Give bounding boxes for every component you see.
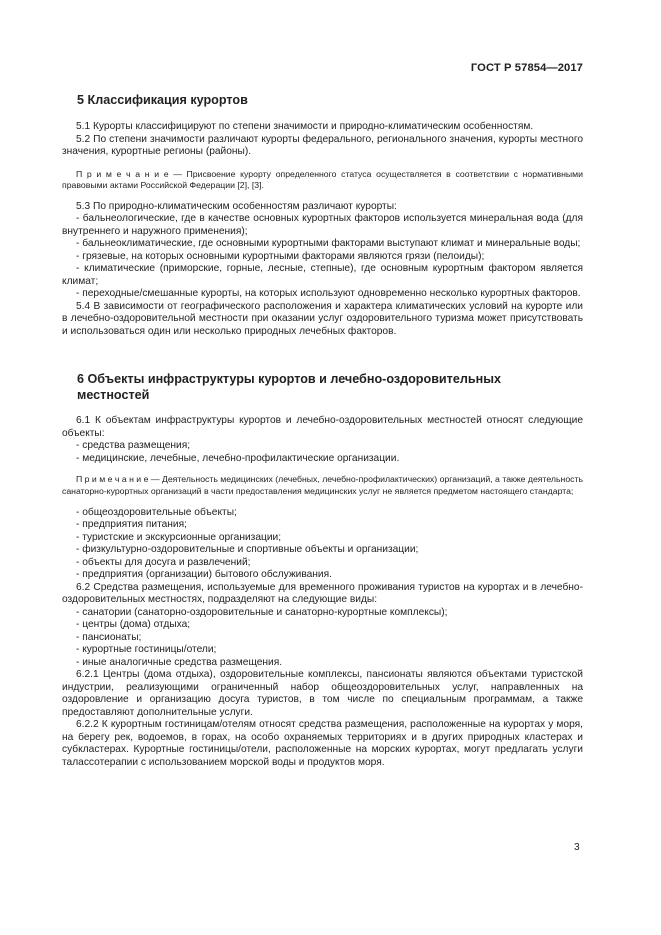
list-item: - общеоздоровительные объекты; [76,506,237,518]
list-item: - грязевые, на которых основными курортными факторами являются грязи (пелоиды); [76,250,485,262]
paragraph-5-4: 5.4 В зависимости от географического расположения и характера климатических условий на курорте или в лечебно-оздоровительной местности при оказании услуг оздоровительного туризма может присутствовать и использоваться один или несколько природных лечебных факторов. [62,300,583,337]
paragraph-6-2: 6.2 Средства размещения, используемые для временного проживания туристов на курортах и в лечебно-оздоровительных местностях, подразделяют на следующие виды: [62,581,583,606]
section-5-title: 5 Классификация курортов [77,93,248,107]
list-item: - переходные/смешанные курорты, на которых используют одновременно несколько курортных факторов. [76,288,581,300]
section-6-title-line1: 6 Объекты инфраструктуры курортов и лечебно-оздоровительных [77,372,501,387]
paragraph-5-1: 5.1 Курорты классифицируют по степени значимости и природно-климатическим особенностям. [76,121,534,132]
paragraph-5-3: 5.3 По природно-климатическим особенностям различают курорты: [76,200,397,212]
paragraph-6-2-2: 6.2.2 К курортным гостиницам/отелям относят средства размещения, расположенные на курортах у моря, на берегу рек, водоемов, в горах, на особо охраняемых территориях и в других природных кластерах и субкластерах. Курортные гостиницы/отели, расположенные на морских курортах, могут предлагать услуги талассотерапии с использованием морской воды и продуктов моря. [62,719,583,768]
list-item: - предприятия питания; [76,519,187,531]
standard-id-header: ГОСТ Р 57854—2017 [470,62,583,74]
paragraph-6-1: 6.1 К объектам инфраструктуры курортов и лечебно-оздоровительных местностей относят следующие объекты: [62,415,583,439]
list-item: - пансионаты; [76,631,142,643]
note-section-5 [62,169,583,191]
paragraph-5-2: 5.2 По степени значимости различают курорты федерального, регионального значения, курорты местного значения, курортные регионы (районы). [62,133,583,157]
note-text: — Деятельность медицинских (лечебных, лечебно-профилактических) организаций, а также деятельность санаторно-курортных организаций в части предоставления медицинских услуг не является предметом настоящего стандарта; [62,474,583,496]
list-objects [62,507,583,582]
paragraph-6-2-1: 6.2.1 Центры (дома отдыха), оздоровительные комплексы, пансионаты являются объектами туристской индустрии, реализующими ограниченный набор общеоздоровительных услуг, направленных на оздоровление и организацию досуга туристов, в том числе по специальным программам, а также предоставляют дополнительные услуги. [62,669,583,718]
list-item: - средства размещения; [76,440,191,452]
list-item: - климатические (приморские, горные, лесные, степные), где основным курортным фактором является климат; [62,263,583,287]
document-body [62,92,583,769]
list-item: - санатории (санаторно-оздоровительные и санаторно-курортные комплексы); [76,606,448,618]
list-item: - физкультурно-оздоровительные и спортивные объекты и организации; [76,544,419,556]
note-text: — Присвоение курорту определенного статуса осуществляется в соответствии с нормативными правовыми актами Российской Федерации [2], [3]. [62,168,583,190]
list-item: - курортные гостиницы/отели; [76,644,217,656]
list-item: - бальнеологические, где в качестве основных курортных факторов используется минеральная вода (для внутреннего и наружного применения); [62,213,583,237]
note-label: П р и м е ч а н и е [76,474,149,485]
list-item: - объекты для досуга и развлечений; [76,556,251,568]
page-number: 3 [574,842,580,853]
list-item: - центры (дома) отдыха; [76,619,191,631]
section-6-title-line2: местностей [77,388,150,403]
list-item: - бальнеоклиматические, где основными курортными факторами выступают климат и минеральные воды; [76,238,581,250]
list-item: - туристские и экскурсионные организации; [76,531,282,543]
list-item: - иные аналогичные средства размещения. [76,656,283,668]
note-section-6 [62,474,583,496]
list-item: - медицинские, лечебные, лечебно-профилактические организации. [76,452,400,464]
list-item: - предприятия (организации) бытового обслуживания. [76,569,332,581]
note-label: П р и м е ч а н и е [76,168,169,179]
